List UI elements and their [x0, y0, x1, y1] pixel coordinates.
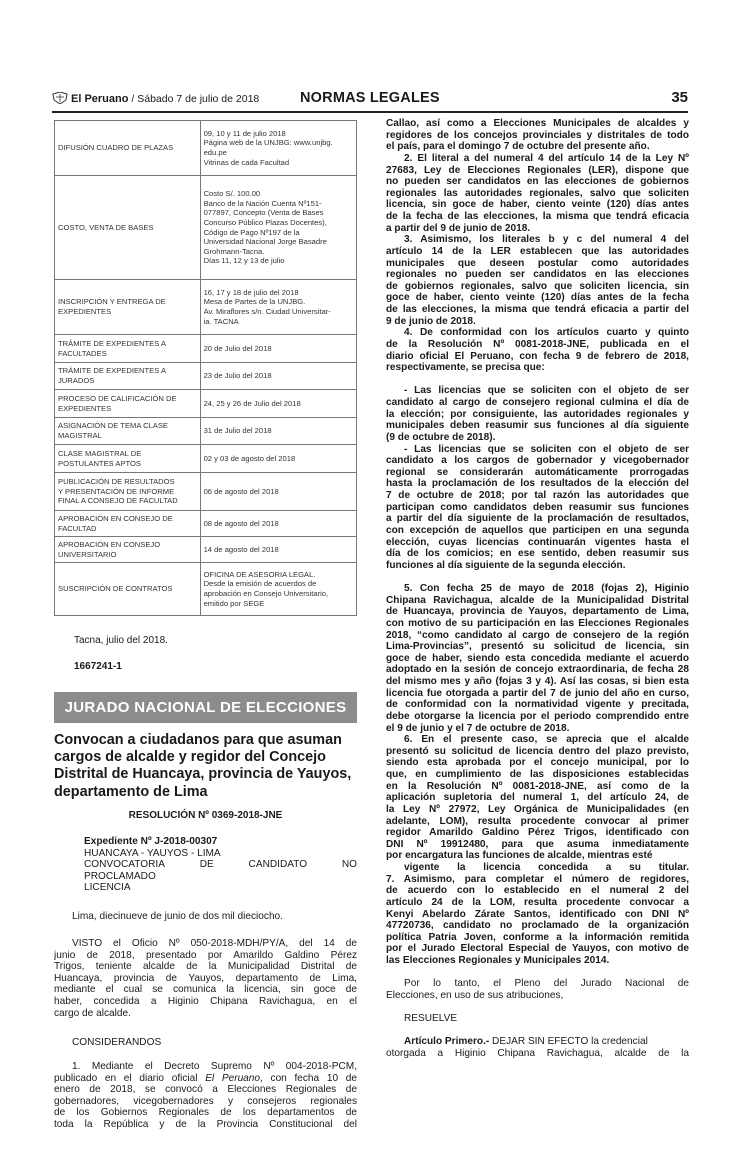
text-line: que, en cumplimiento de las disposiciones establecidas: [386, 769, 689, 780]
text-line: a partir del 9 de junio de 2018.: [386, 222, 531, 234]
lima-date-line: Lima, diecinueve de junio de dos mil dieciocho.: [72, 911, 283, 922]
table-cell-value: [200, 511, 356, 537]
text-line: gobernadores, vicegobernadores y consejeros regionales: [54, 1095, 357, 1107]
text-line: - Las licencias que se soliciten con el objeto de ser: [404, 443, 689, 455]
text-line: Artículo Primero.- DEJAR SIN EFECTO la credencial: [404, 1036, 648, 1048]
text-line: elección, cuyas licencias continuarán vigentes hasta el: [386, 536, 689, 548]
text-line: Trigos, teniente alcalde de la Municipalidad Distrital de: [54, 961, 357, 973]
resolution-number: RESOLUCIÓN Nº 0369-2018-JNE: [128, 810, 283, 821]
cell-text: emitido por SEGE: [203, 598, 265, 608]
visto-paragraph: [54, 938, 357, 1019]
text-line: el país, para el domingo 7 de octubre del presente año.: [386, 141, 650, 153]
table-row: [55, 563, 357, 616]
text-line: (9 de octubre de 2018).: [386, 431, 496, 443]
cell-text: APROBACIÓN EN CONSEJO DE: [58, 513, 173, 523]
cell-text: edu.pe: [203, 148, 227, 157]
cell-text: FACULTAD: [58, 523, 97, 533]
text-line: de los Gobiernos Regionales de los departamentos de: [54, 1107, 357, 1119]
blank-line: [386, 571, 689, 583]
text-fragment: , con fecha 10 de: [260, 1072, 357, 1084]
text-line: funciones al día siguiente de la segunda elección.: [386, 559, 626, 571]
text-line: otorgada a Higinio Chipana Ravichagua, alcalde de la: [386, 1048, 689, 1059]
cell-text: PROCESO DE CALIFICACIÓN DE: [58, 393, 177, 403]
text-line: 3. Asimismo, los literales b y c del numeral 4 del: [404, 234, 689, 246]
text-line: con motivo de su participación en las Elecciones Regionales: [386, 617, 689, 629]
text-line: respectivamente, se precisa que:: [386, 362, 545, 374]
blank-line: [386, 967, 689, 979]
conv-word: NO: [341, 859, 357, 871]
text-line: goce de haber, ciento veinte (120) días antes de la fecha: [386, 292, 689, 304]
text-line: 5. Con fecha 25 de mayo de 2018 (fojas 2), Higinio: [404, 583, 689, 594]
text-line: de las elecciones, la misma que tendrá eficacia a partir del: [386, 304, 689, 315]
text-line: mediante el cual se comunica la licencia, sin goce de: [54, 984, 357, 996]
cell-text: 16, 17 y 18 de julio del 2018: [203, 287, 299, 297]
text-line: 7 de octubre de 2018; por tal razón las autoridades que: [386, 490, 689, 501]
cell-text: 23 de Julio del 2018: [203, 371, 272, 381]
text-line: licencia, sin goce de haber, ciento veinte (120) días antes: [386, 199, 689, 211]
table-cell-label: [55, 511, 201, 537]
cell-text: Mesa de Partes de la UNJBG.: [203, 297, 306, 307]
headline: [54, 732, 357, 801]
expediente-line: LICENCIA: [84, 882, 131, 894]
table-cell-value: [200, 335, 356, 363]
table-cell-label: [55, 473, 201, 511]
text-line: por encargatura las funciones de alcalde, mientras esté: [386, 850, 653, 862]
text-line: adelante, LOM), resulta procedente convocar al primer: [386, 815, 689, 827]
cell-text: FACULTADES: [58, 348, 107, 358]
table-row: [55, 176, 357, 280]
cell-text: Universidad Nacional Jorge Basadre: [203, 237, 327, 247]
table-row: [55, 280, 357, 335]
table-row: [55, 121, 357, 176]
schedule-table: [54, 120, 357, 616]
text-line: la Ley Nº 27972, Ley Orgánica de Municipalidades (en: [386, 803, 689, 815]
conv-word: CANDIDATO: [248, 859, 308, 871]
text-line: enero de 2018, se convocó a Elecciones Regionales de: [54, 1084, 357, 1096]
cell-text: aprobación en Consejo Universitario,: [203, 589, 329, 598]
table-row: [55, 335, 357, 363]
cell-text: OFICINA DE ASESORIA LEGAL.: [203, 569, 316, 579]
coat-of-arms-icon: [52, 92, 68, 104]
text-line: 47720736, candidato no proclamado de la organización: [386, 920, 689, 932]
text-line: municipales deben reasumir sus funciones al día siguiente: [386, 420, 689, 432]
text-line: candidato al cargo de consejero regional culmina el día de: [386, 397, 689, 408]
expediente-line: PROCLAMADO: [84, 870, 156, 882]
headline-line: cargos de alcalde y regidor del Concejo: [54, 749, 326, 766]
section-title: NORMAS LEGALES: [300, 90, 440, 106]
cell-text: TRÁMITE DE EXPEDIENTES A: [58, 338, 167, 348]
table-cell-label: [55, 537, 201, 563]
cell-text: Grohmann-Tacna.: [203, 246, 265, 256]
text-line: Kenyi Abelardo Zárate Santos, identificado con DNI Nº: [386, 908, 689, 920]
text-line: aplicación supletoria del numeral 1, del artículo 24, de: [386, 792, 689, 804]
text-line: 2018, “como candidato al cargo de consejero de la región: [386, 629, 689, 641]
text-line: cargo de alcalde.: [54, 1007, 131, 1019]
text-line: regional se considerarán automáticamente prorrogadas: [386, 466, 689, 478]
table-cell-value: [200, 390, 356, 418]
table-cell-value: [200, 563, 356, 616]
blank-line: [386, 1002, 689, 1014]
cell-text: POSTULANTES APTOS: [58, 458, 141, 468]
text-line: Huancaya, provincia de Yauyos, departamento de Lima,: [54, 972, 357, 984]
table-row: [55, 537, 357, 563]
cell-text: EXPEDIENTES: [58, 403, 112, 413]
cell-text: 09, 10 y 11 de julio 2018: [203, 128, 286, 138]
table-cell-label: [55, 363, 201, 390]
table-cell-value: [200, 473, 356, 511]
text-line: Por lo tanto, el Pleno del Jurado Nacional de: [404, 978, 689, 990]
text-line: vigente la licencia concedida a su titular.: [404, 862, 689, 873]
table-cell-value: [200, 121, 356, 176]
cell-text: 24, 25 y 26 de Julio del 2018: [203, 398, 301, 408]
text-line: regidor Amarildo Galdino Pérez Trigos, identificado con: [386, 827, 689, 839]
conv-word: DE: [199, 859, 214, 871]
text-line: VISTO el Oficio Nº 050-2018-MDH/PY/A, del 14 de: [72, 938, 357, 949]
table-row: [55, 390, 357, 418]
header-date: / Sábado 7 de julio de 2018: [131, 93, 260, 105]
text-line: por el Jurado Electoral Especial de Yauyos, con motivo de: [386, 943, 689, 955]
right-column: [386, 118, 689, 1060]
text-line: presentó su solicitud de licencia dentro del plazo previsto,: [386, 745, 689, 757]
table-row: [55, 445, 357, 473]
cell-text: SUSCRIPCIÓN DE CONTRATOS: [58, 584, 173, 594]
text-line: haber, concedida a Higinio Chipana Ravichagua, en el: [54, 995, 357, 1007]
cell-text: Desde la emisión de acuerdos de: [203, 579, 317, 589]
table-cell-value: [200, 280, 356, 335]
text-line: adoptado en la sesión de concejo extraordinaria, de fecha 28: [386, 664, 689, 676]
cell-text: Av. Miraflores s/n. Ciudad Universitar-: [203, 307, 331, 316]
text-fragment-italic: El Peruano: [205, 1072, 261, 1084]
table-cell-label: [55, 176, 201, 280]
section-band: JURADO NACIONAL DE ELECCIONES: [54, 692, 357, 723]
table-cell-label: [55, 418, 201, 445]
text-line: Elecciones, en uso de sus atribuciones,: [386, 989, 564, 1001]
table-cell-label: [55, 445, 201, 473]
text-line: en la Resolución Nº 0081-2018-JNE, así como de la: [386, 780, 689, 792]
table-cell-value: [200, 363, 356, 390]
cell-text: 14 de agosto del 2018: [203, 544, 279, 554]
text-line: Lima-Provincias”, presentó su solicitud de licencia, sin: [386, 641, 689, 653]
cell-text: CLASE MAGISTRAL DE: [58, 448, 142, 458]
text-line: 4. De conformidad con los artículos cuarto y quinto: [404, 327, 689, 339]
table-cell-label: [55, 563, 201, 616]
text-line: siendo esta aprobada por el concejo municipal, por lo: [386, 757, 689, 769]
text-line: 9 de junio de 2018.: [386, 315, 476, 327]
headline-line: Convocan a ciudadanos para que asuman: [54, 732, 342, 748]
cell-text: Costo S/. 100.00: [203, 189, 261, 199]
text-line: del mismo mes y año (fojas 3 y 4). Así las cosas, si bien esta: [386, 676, 689, 687]
text-line: Chipana Ravichagua, alcalde de la Municipalidad Distrital: [386, 594, 689, 606]
cell-text: 20 de Julio del 2018: [203, 343, 272, 353]
expediente-block: [54, 836, 357, 894]
text-line: candidato a los cargos de gobernador y vicegobernador: [386, 455, 689, 467]
text-line: las Elecciones Regionales y Municipales 2014.: [386, 955, 610, 966]
cell-text: Página web de la UNJBG: www.unjbg.: [203, 138, 333, 148]
table-row: [55, 473, 357, 511]
headline-line: Distrital de Huancaya, provincia de Yauyos,: [54, 766, 352, 783]
blank-line: [386, 1025, 689, 1037]
text-line: no pueden ser candidatos en las elecciones de gobiernos: [386, 176, 689, 188]
place-date: Tacna, julio del 2018.: [74, 635, 168, 646]
document-code: 1667241-1: [74, 661, 122, 672]
text-line: [54, 1073, 357, 1085]
cell-text: INSCRIPCIÓN Y ENTREGA DE: [58, 297, 166, 307]
cell-text: 077897, Concepto (Venta de Bases: [203, 208, 324, 218]
text-line: participan como candidatos deben reasumir sus funciones: [386, 501, 689, 513]
text-line: la elección; por consiguiente, las autoridades regionales y: [386, 408, 689, 420]
cell-text: 08 de agosto del 2018: [203, 518, 279, 528]
cell-text: Días 11, 12 y 13 de julio: [203, 256, 285, 266]
expediente-line: HUANCAYA - YAUYOS - LIMA: [84, 847, 221, 859]
text-line: diario oficial El Peruano, con fecha 9 de febrero de 2018,: [386, 350, 689, 362]
cell-text: COSTO, VENTA DE BASES: [58, 222, 154, 232]
cell-text: Banco de la Nación Cuenta Nº151-: [203, 198, 322, 208]
table-row: [55, 418, 357, 445]
text-line: con excepción de aquellos que participen en una segunda: [386, 524, 689, 536]
text-line: regionales las autoridades regionales, salvo que soliciten: [386, 187, 689, 199]
conv-word: CONVOCATORIA: [84, 859, 165, 871]
cell-text: PUBLICACIÓN DE RESULTADOS: [58, 477, 175, 487]
cell-text: FINAL A CONSEJO DE FACULTAD: [58, 496, 178, 506]
text-line: goce de haber, siendo esta concedida mediante el acuerdo: [386, 652, 689, 664]
text-line: el 9 de junio y el 7 de octubre de 2018.: [386, 722, 570, 734]
page-number: 35: [671, 89, 688, 106]
publication-name: El Peruano: [71, 93, 129, 105]
text-fragment: publicado en el diario oficial: [54, 1072, 206, 1084]
text-line: a partir del día siguiente de la proclamación de resultados,: [386, 513, 689, 525]
table-cell-value: [200, 537, 356, 563]
text-line: regidores de los concejos provinciales y distritales de todo: [386, 129, 689, 141]
convocatoria-line: [54, 859, 357, 871]
cell-text: 06 de agosto del 2018: [203, 486, 279, 496]
considerandos-title: CONSIDERANDOS: [72, 1037, 162, 1048]
cell-text: DIFUSIÓN CUADRO DE PLAZAS: [58, 143, 174, 153]
paragraph-1: [54, 1061, 357, 1131]
cell-text: Vitrinas de cada Facultad: [203, 157, 290, 167]
cell-text: Código de Pago Nº197 de la: [203, 227, 300, 237]
cell-text: EXPEDIENTES: [58, 307, 112, 316]
text-line: 2. El literal a del numeral 4 del artículo 14 de la Ley Nº: [404, 152, 689, 164]
table-cell-label: [55, 335, 201, 363]
article-heading: Artículo Primero.-: [404, 1036, 490, 1048]
table-row: [55, 511, 357, 537]
cell-text: ia. TACNA: [203, 316, 239, 326]
cell-text: 31 de Julio del 2018: [203, 426, 272, 436]
page-header: [52, 89, 688, 111]
table-cell-value: [200, 176, 356, 280]
text-line: artículo 24 de la LOM, resulta procedente convocar a: [386, 896, 689, 908]
text-line: de la Resolución Nº 0081-2018-JNE, publicada en el: [386, 338, 689, 350]
text-line: hasta la proclamación de los resultados de la elección del: [386, 478, 689, 490]
text-line: 6. En el presente caso, se aprecia que el alcalde: [404, 734, 689, 746]
text-line: municipales que deseen postular como autoridades: [386, 257, 689, 269]
cell-text: TRÁMITE DE EXPEDIENTES A: [58, 366, 167, 376]
headline-line: departamento de Lima: [54, 783, 208, 800]
cell-text: APROBACIÓN EN CONSEJO: [58, 539, 161, 549]
lima-date: [54, 911, 357, 923]
cell-text: JURADOS: [58, 376, 95, 385]
text-line: regionales no pueden ser candidatos en las elecciones: [386, 269, 689, 281]
table-cell-label: [55, 390, 201, 418]
table-cell-value: [200, 445, 356, 473]
table-cell-label: [55, 121, 201, 176]
text-line: de la fecha de las elecciones, la misma que tendrá eficacia: [386, 211, 689, 222]
text-line: 7. Asimismo, para completar el número de regidores,: [386, 873, 689, 885]
cell-text: ASIGNACIÓN DE TEMA CLASE: [58, 421, 168, 431]
text-line: DNI Nº 19912480, para que asuma inmediatamente: [386, 838, 689, 850]
text-line: política Patria Joven, conforme a la información remitida: [386, 931, 689, 943]
text-line: artículo 14 de la LER establecen que las autoridades: [386, 245, 689, 257]
cell-text: UNIVERSITARIO: [58, 549, 117, 559]
text-line: 1. Mediante el Decreto Supremo Nº 004-2018-PCM,: [72, 1061, 357, 1072]
text-line: junio de 2018, presentado por Amarildo Galdino Pérez: [54, 949, 357, 961]
text-line: licencia fue otorgada a partir del 7 de junio del año en curso,: [386, 687, 689, 699]
text-line: de gobiernos regionales, salvo que soliciten licencia, sin: [386, 280, 689, 292]
text-line: RESUELVE: [404, 1013, 458, 1025]
cell-text: 02 y 03 de agosto del 2018: [203, 453, 296, 463]
text-line: toda la República y de la Provincia Constitucional del: [54, 1118, 357, 1130]
considerandos-heading: [54, 1037, 357, 1049]
text-line: de acuerdo con lo establecido en el numeral 2 del: [386, 885, 689, 897]
text-line: de Huancaya, provincia de Yauyos, departamento de Lima,: [386, 606, 689, 618]
header-publication: [52, 92, 259, 105]
cell-text: Concurso Público Plazas Docentes),: [203, 217, 327, 227]
text-line: día de los comicios; en ese sentido, deben reasumir sus: [386, 548, 689, 560]
table-row: [55, 363, 357, 390]
expediente-number: Expediente Nº J-2018-00307: [84, 836, 218, 847]
text-line: de conformidad con la normatividad vigente y precitada,: [386, 699, 689, 711]
text-line: debe otorgarse la licencia por el periodo comprendido entre: [386, 710, 689, 722]
text-line: 27683, Ley de Elecciones Regionales (LER), dispone que: [386, 164, 689, 176]
text-line: Callao, así como a Elecciones Municipales de alcaldes y: [386, 118, 689, 129]
cell-text: Y PRESENTACIÓN DE INFORME: [58, 486, 175, 496]
blank-line: [386, 374, 689, 386]
header-rule: [52, 111, 688, 113]
text-line: - Las licencias que se soliciten con el objeto de ser: [404, 385, 689, 397]
cell-text: MAGISTRAL: [58, 431, 102, 440]
table-cell-label: [55, 280, 201, 335]
table-cell-value: [200, 418, 356, 445]
